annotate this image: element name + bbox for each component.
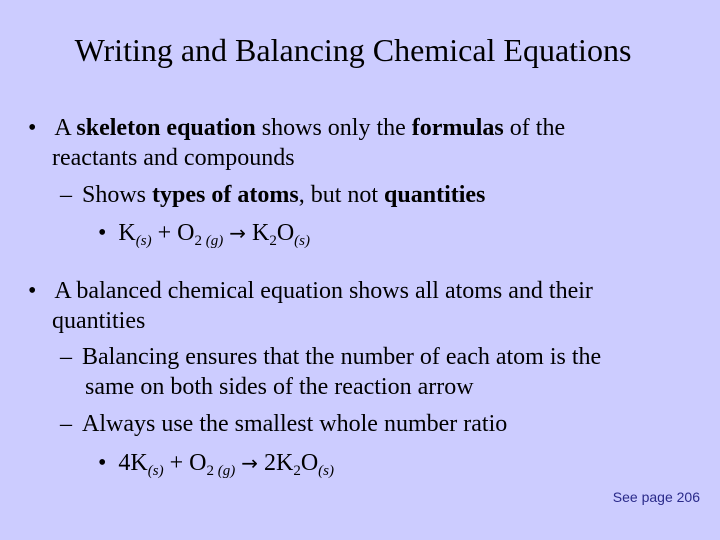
state-solid: (s) [318,463,334,479]
term-skeleton-equation: skeleton equation [76,115,256,141]
text: Always use the smallest whole number ratio [82,411,508,437]
reaction-arrow-icon: → [229,221,246,245]
subscript-2: 2 [194,233,202,249]
reaction-arrow-icon: → [241,451,258,475]
bullet-marker: • [98,220,107,246]
subscript-2: 2 [269,233,277,249]
subpoint-balancing-line-2: same on both sides of the reaction arrow [85,374,474,400]
plus-o: + O [151,220,195,246]
product-o: O [276,220,295,246]
term-types-of-atoms: types of atoms [152,182,299,208]
page-reference: See page 206 [612,489,700,505]
product-o: O [300,450,319,476]
state-solid: (s) [135,233,152,249]
equation-skeleton [98,218,310,256]
product-2k: 2K [257,450,294,476]
term-formulas: formulas [411,115,504,141]
text: A balanced chemical equation shows all atoms and their [54,278,593,304]
text: A [54,115,77,141]
text: Balancing ensures that the number of each atom is the [82,344,602,370]
state-gas: (g) [213,463,236,479]
state-solid: (s) [294,233,310,249]
bullet-skeleton-line-2: reactants and compounds [52,145,295,171]
product-k: K [245,220,270,246]
dash-marker: – [60,411,72,437]
subscript-2: 2 [206,463,214,479]
subpoint-smallest-ratio [60,409,507,439]
state-solid: (s) [147,463,164,479]
text: shows only the [255,115,412,141]
equation-balanced [98,448,334,486]
term-quantities: quantities [384,182,486,208]
subpoint-types-of-atoms [60,180,485,210]
bullet-marker: • [98,450,107,476]
text: , but not [298,182,385,208]
bullet-marker: • [28,115,37,141]
text: Shows [82,182,153,208]
subscript-2: 2 [293,463,301,479]
text: of the [503,115,566,141]
subpoint-balancing-line-1 [60,342,601,372]
dash-marker: – [60,182,72,208]
plus-o: + O [163,450,207,476]
reactant-4k: 4K [118,450,148,476]
reactant-k: K [118,220,136,246]
state-gas: (g) [201,233,224,249]
dash-marker: – [60,344,72,370]
bullet-skeleton-line-1 [28,113,565,143]
bullet-balanced-line-1 [28,276,593,306]
bullet-marker: • [28,278,37,304]
slide-title: Writing and Balancing Chemical Equations [74,32,632,68]
bullet-balanced-line-2: quantities [52,308,146,334]
